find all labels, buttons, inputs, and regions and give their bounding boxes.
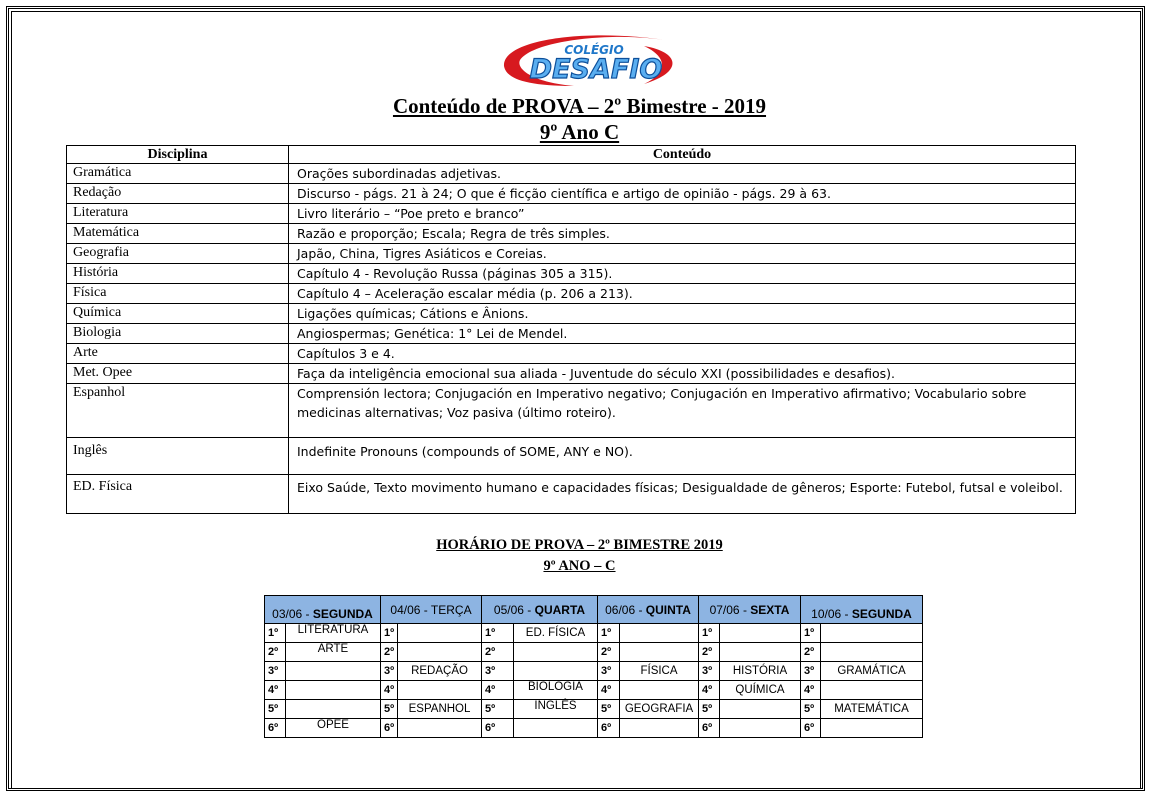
exam-cell <box>514 662 598 681</box>
table-row <box>67 264 1076 284</box>
schedule-row <box>265 662 923 681</box>
period-number: 5º <box>598 700 620 719</box>
table-row <box>67 344 1076 364</box>
content-cell: Capítulo 4 - Revolução Russa (páginas 305 a 315). <box>289 264 1076 284</box>
exam-cell <box>398 643 482 662</box>
table-row <box>67 324 1076 344</box>
discipline-cell: Literatura <box>67 204 289 224</box>
period-number: 4º <box>482 681 514 700</box>
period-number: 3º <box>598 662 620 681</box>
period-number: 5º <box>699 700 720 719</box>
exam-cell: HISTÓRIA <box>720 662 801 681</box>
period-number: 4º <box>265 681 286 700</box>
period-number: 3º <box>699 662 720 681</box>
content-cell: Discurso - págs. 21 à 24; O que é ficção científica e artigo de opinião - págs. 29 à 63. <box>289 184 1076 204</box>
table-row <box>67 184 1076 204</box>
content-cell: Razão e proporção; Escala; Regra de três simples. <box>289 224 1076 244</box>
schedule-row <box>265 643 923 662</box>
exam-cell <box>821 681 923 700</box>
exam-cell: MATEMÁTICA <box>821 700 923 719</box>
period-number: 5º <box>801 700 821 719</box>
exam-cell <box>620 643 699 662</box>
content-cell: Orações subordinadas adjetivas. <box>289 164 1076 184</box>
period-number: 6º <box>598 719 620 738</box>
schedule-row <box>265 700 923 719</box>
discipline-cell: Espanhol <box>67 384 289 438</box>
table-row <box>67 304 1076 324</box>
period-number: 3º <box>265 662 286 681</box>
period-number: 2º <box>699 643 720 662</box>
exam-cell <box>821 643 923 662</box>
exam-cell <box>620 719 699 738</box>
period-number: 2º <box>265 643 286 662</box>
discipline-cell: ED. Física <box>67 475 289 514</box>
period-number: 2º <box>381 643 398 662</box>
content-table <box>66 145 1076 514</box>
content-cell: Comprensión lectora; Conjugación en Imperativo negativo; Conjugación en Imperativo afirmativo; Vocabulario sobre medicinas alternativas; Voz pasiva (último roteiro). <box>289 384 1076 438</box>
discipline-cell: Química <box>67 304 289 324</box>
table-row <box>67 384 1076 438</box>
discipline-cell: Redação <box>67 184 289 204</box>
period-number: 3º <box>381 662 398 681</box>
exam-cell <box>398 624 482 643</box>
discipline-cell: Met. Opee <box>67 364 289 384</box>
schedule-row <box>265 624 923 643</box>
discipline-cell: Arte <box>67 344 289 364</box>
exam-cell <box>514 719 598 738</box>
exam-cell <box>620 681 699 700</box>
exam-cell <box>720 719 801 738</box>
exam-cell: LITERATURA <box>286 624 381 643</box>
exam-cell <box>620 624 699 643</box>
exam-cell <box>720 624 801 643</box>
discipline-cell: Inglês <box>67 438 289 475</box>
day-header: 10/06 - SEGUNDA <box>801 596 923 624</box>
period-number: 4º <box>699 681 720 700</box>
period-number: 3º <box>482 662 514 681</box>
exam-cell: FÍSICA <box>620 662 699 681</box>
table-row <box>67 284 1076 304</box>
period-number: 2º <box>801 643 821 662</box>
day-header: 03/06 - SEGUNDA <box>265 596 381 624</box>
period-number: 5º <box>265 700 286 719</box>
period-number: 6º <box>265 719 286 738</box>
table-row <box>67 475 1076 514</box>
discipline-cell: Gramática <box>67 164 289 184</box>
period-number: 5º <box>482 700 514 719</box>
day-header: 04/06 - TERÇA <box>381 596 482 624</box>
content-cell: Japão, China, Tigres Asiáticos e Coreias. <box>289 244 1076 264</box>
day-header: 07/06 - SEXTA <box>699 596 801 624</box>
period-number: 1º <box>801 624 821 643</box>
logo-text-top: COLÉGIO <box>564 43 624 57</box>
content-cell: Eixo Saúde, Texto movimento humano e capacidades físicas; Desigualdade de gêneros; Esporte: Futebol, futsal e voleibol. <box>289 475 1076 514</box>
table-row <box>67 244 1076 264</box>
day-header: 06/06 - QUINTA <box>598 596 699 624</box>
exam-cell <box>398 719 482 738</box>
content-cell: Livro literário – “Poe preto e branco” <box>289 204 1076 224</box>
period-number: 4º <box>381 681 398 700</box>
content-cell: Ligações químicas; Cátions e Ânions. <box>289 304 1076 324</box>
exam-cell <box>720 700 801 719</box>
period-number: 2º <box>598 643 620 662</box>
exam-cell <box>720 643 801 662</box>
table-row <box>67 164 1076 184</box>
exam-cell: REDAÇÃO <box>398 662 482 681</box>
exam-cell <box>821 624 923 643</box>
page-title: Conteúdo de PROVA – 2º Bimestre - 2019 <box>392 94 767 118</box>
period-number: 6º <box>381 719 398 738</box>
table-row <box>67 364 1076 384</box>
school-logo <box>494 26 690 94</box>
discipline-cell: Geografia <box>67 244 289 264</box>
class-title: 9º Ano C <box>539 120 620 144</box>
exam-cell <box>286 662 381 681</box>
content-cell: Faça da inteligência emocional sua aliada - Juventude do século XXI (possibilidades e desafios). <box>289 364 1076 384</box>
schedule-class: 9º ANO – C <box>543 558 616 574</box>
exam-cell <box>398 681 482 700</box>
period-number: 2º <box>482 643 514 662</box>
table-row <box>67 204 1076 224</box>
content-cell: Capítulos 3 e 4. <box>289 344 1076 364</box>
period-number: 1º <box>598 624 620 643</box>
logo-text-main: DESAFIO <box>529 54 663 85</box>
exam-cell <box>286 700 381 719</box>
content-cell: Capítulo 4 – Aceleração escalar média (p. 206 a 213). <box>289 284 1076 304</box>
period-number: 1º <box>265 624 286 643</box>
period-number: 4º <box>598 681 620 700</box>
discipline-cell: Física <box>67 284 289 304</box>
exam-cell <box>286 681 381 700</box>
schedule-table <box>264 595 923 738</box>
exam-cell: INGLÊS <box>514 700 598 719</box>
period-number: 1º <box>699 624 720 643</box>
period-number: 6º <box>482 719 514 738</box>
table-row <box>67 224 1076 244</box>
table-row <box>67 438 1076 475</box>
content-cell: Indefinite Pronouns (compounds of SOME, ANY e NO). <box>289 438 1076 475</box>
exam-cell: GEOGRAFIA <box>620 700 699 719</box>
schedule-row <box>265 719 923 738</box>
period-number: 4º <box>801 681 821 700</box>
period-number: 1º <box>482 624 514 643</box>
discipline-cell: Biologia <box>67 324 289 344</box>
discipline-cell: História <box>67 264 289 284</box>
exam-cell <box>514 643 598 662</box>
day-header: 05/06 - QUARTA <box>482 596 598 624</box>
period-number: 3º <box>801 662 821 681</box>
content-cell: Angiospermas; Genética: 1° Lei de Mendel. <box>289 324 1076 344</box>
exam-cell: ED. FÍSICA <box>514 624 598 643</box>
period-number: 6º <box>699 719 720 738</box>
period-number: 5º <box>381 700 398 719</box>
header-discipline: Disciplina <box>67 146 289 164</box>
exam-cell <box>821 719 923 738</box>
period-number: 6º <box>801 719 821 738</box>
header-content: Conteúdo <box>289 146 1076 164</box>
exam-cell: GRAMÁTICA <box>821 662 923 681</box>
discipline-cell: Matemática <box>67 224 289 244</box>
schedule-row <box>265 681 923 700</box>
schedule-title: HORÁRIO DE PROVA – 2º BIMESTRE 2019 <box>436 537 723 553</box>
period-number: 1º <box>381 624 398 643</box>
exam-cell: OPEE <box>286 719 381 738</box>
exam-cell: BIOLOGIA <box>514 681 598 700</box>
exam-cell: ESPANHOL <box>398 700 482 719</box>
exam-cell: QUÍMICA <box>720 681 801 700</box>
exam-cell: ARTE <box>286 643 381 662</box>
